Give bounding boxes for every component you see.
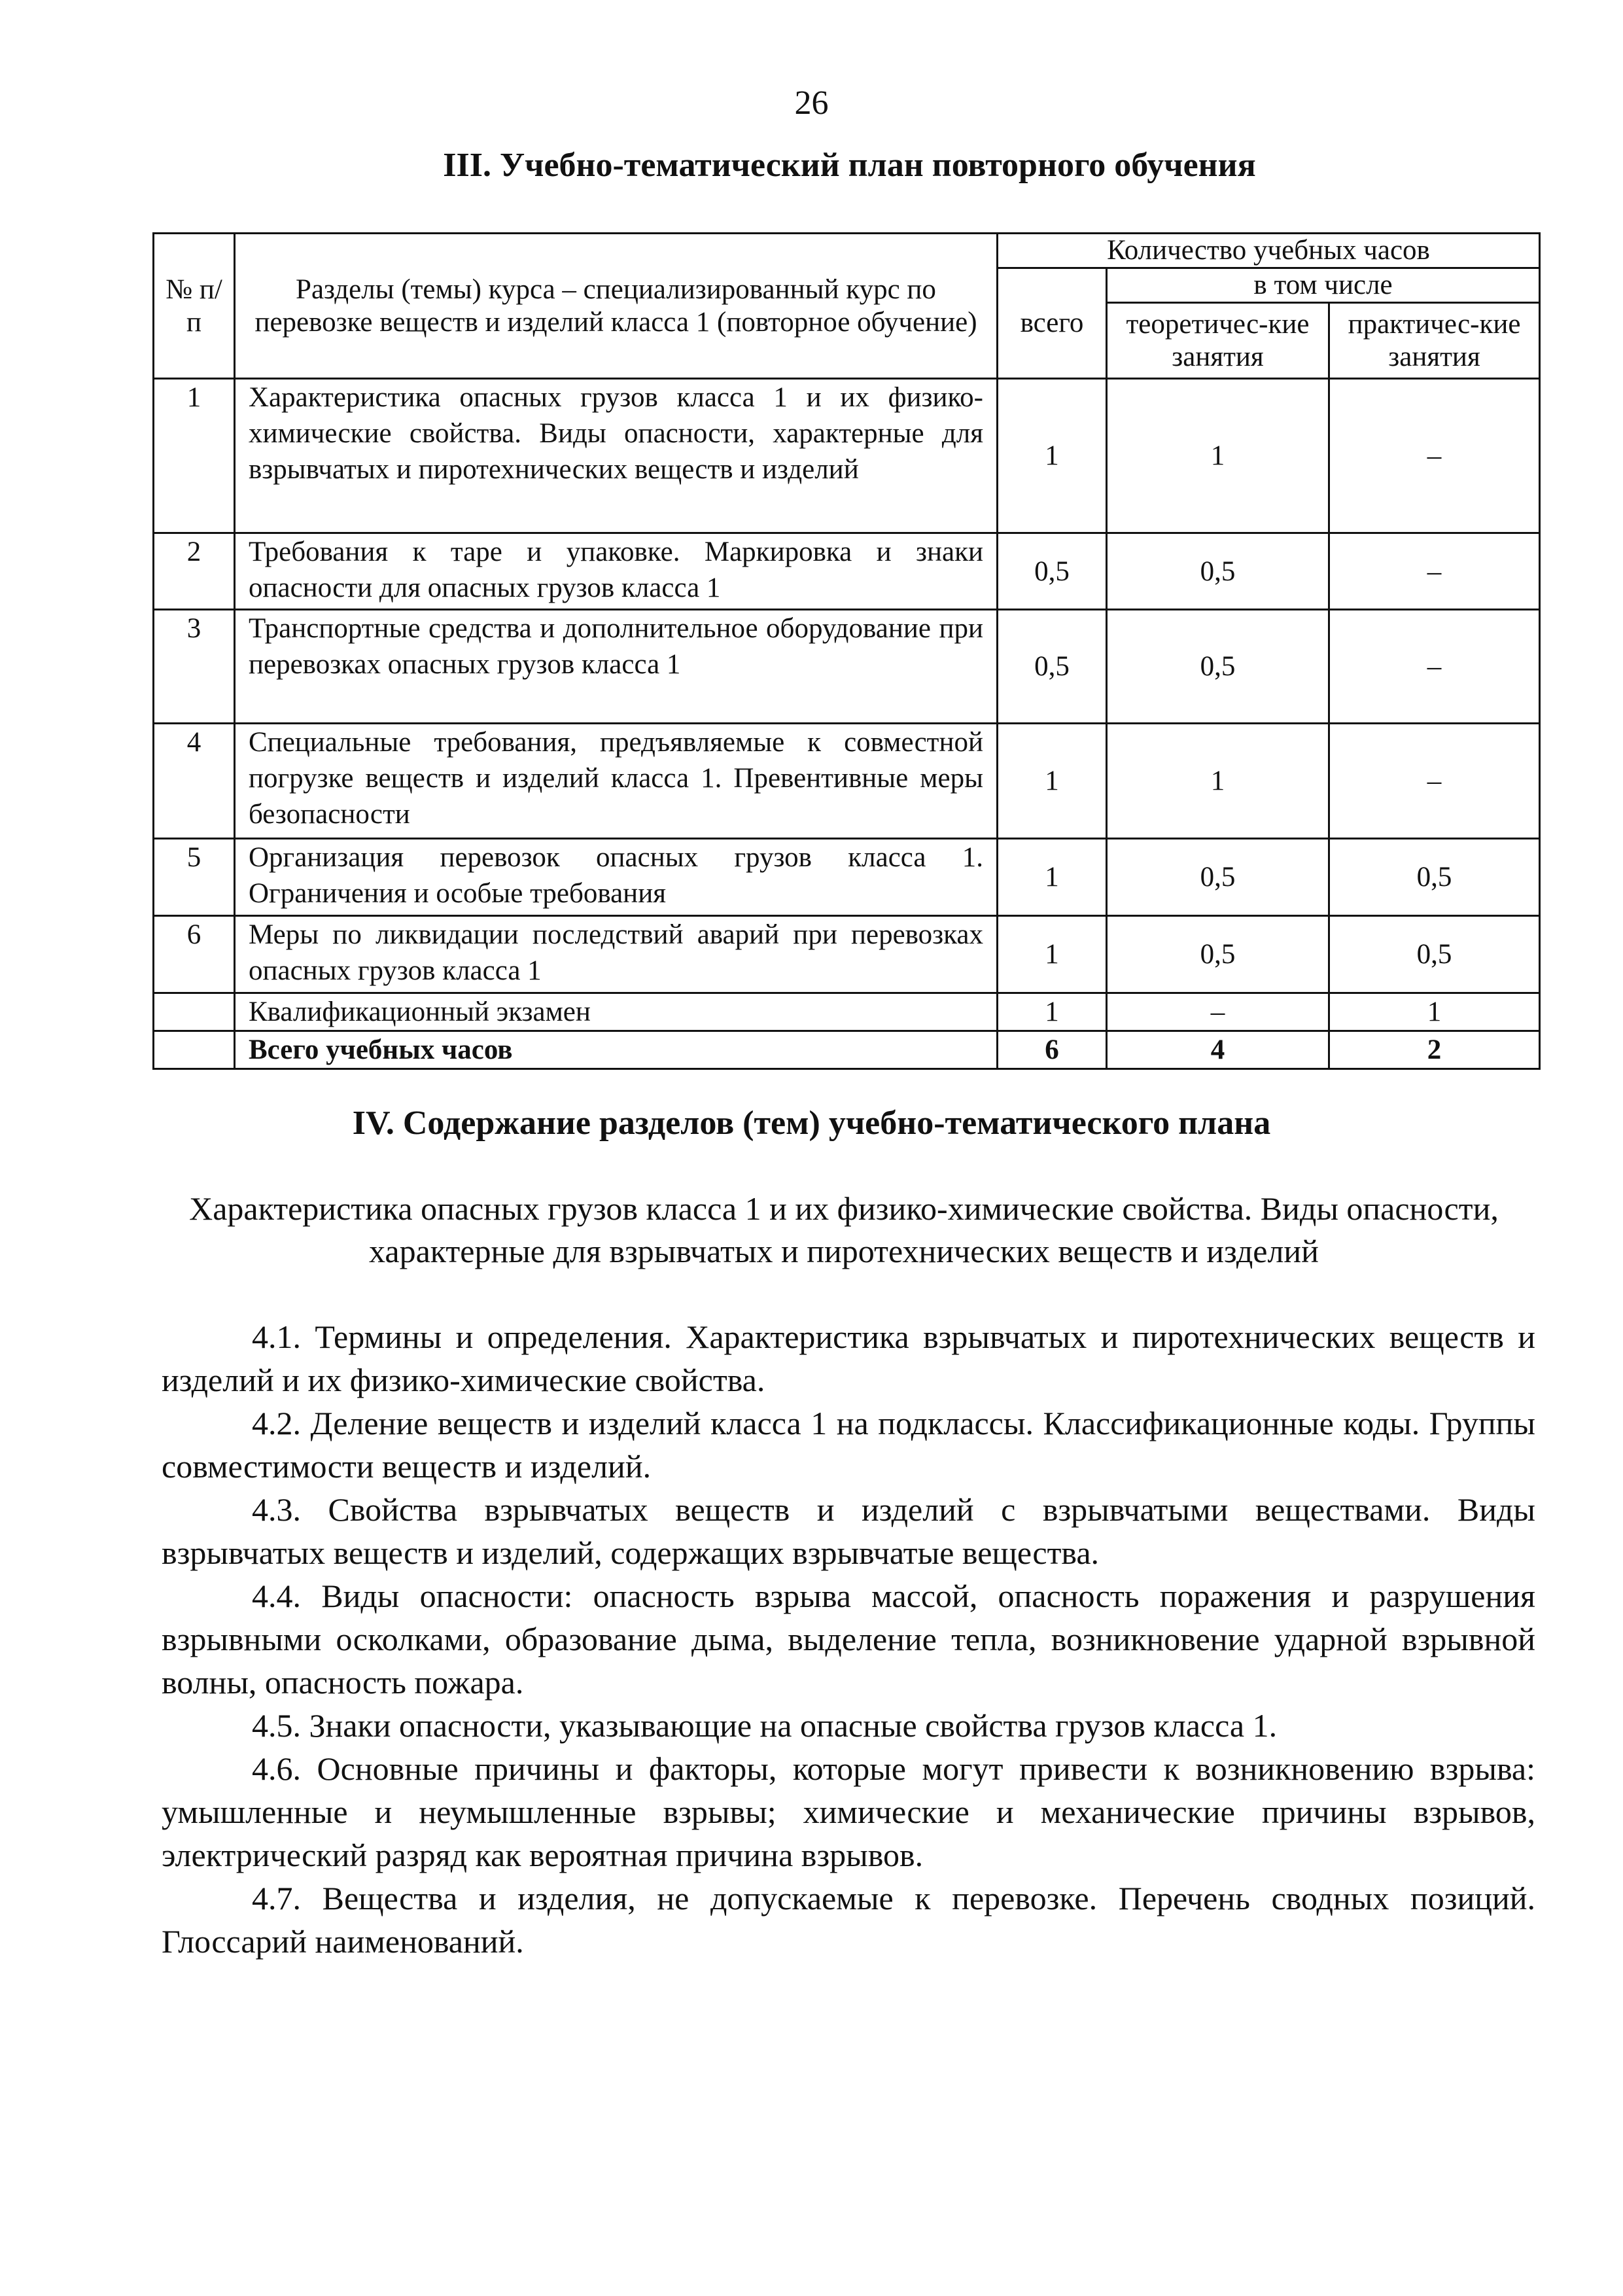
row-total: 1 bbox=[998, 379, 1107, 533]
row-theory: 0,5 bbox=[1107, 533, 1329, 610]
row-total: 1 bbox=[998, 993, 1107, 1031]
row-theory: 0,5 bbox=[1107, 839, 1329, 916]
table-row bbox=[154, 839, 1540, 916]
row-num: 5 bbox=[154, 839, 235, 916]
section-3-title: III. Учебно-тематический план повторного обучения bbox=[443, 147, 1256, 184]
row-topic: Специальные требования, предъявляемые к совместной погрузке веществ и изделий класса 1. Превентивные меры безопасности bbox=[235, 724, 998, 839]
paragraph: 4.5. Знаки опасности, указывающие на опасные свойства грузов класса 1. bbox=[252, 1707, 1278, 1744]
row-practice: – bbox=[1329, 610, 1540, 724]
row-total: 0,5 bbox=[998, 533, 1107, 610]
paragraph: 4.3. Свойства взрывчатых веществ и изделий с взрывчатыми веществами. Виды взрывчатых веществ и изделий, содержащих взрывчатые вещества. bbox=[162, 1491, 1535, 1571]
header-theory: теоретичес-кие занятия bbox=[1107, 303, 1329, 379]
paragraph: 4.7. Вещества и изделия, не допускаемые к перевозке. Перечень сводных позиций. Глоссарий наименований. bbox=[162, 1880, 1535, 1960]
header-num: № п/п bbox=[154, 234, 235, 379]
header-hours: Количество учебных часов bbox=[998, 234, 1540, 268]
row-total: 1 bbox=[998, 916, 1107, 993]
row-topic: Организация перевозок опасных грузов класса 1. Ограничения и особые требования bbox=[235, 839, 998, 916]
header-total: всего bbox=[998, 268, 1107, 379]
row-topic: Квалификационный экзамен bbox=[235, 993, 998, 1031]
table-row-total bbox=[154, 1031, 1540, 1069]
row-practice: 0,5 bbox=[1329, 839, 1540, 916]
row-practice: 1 bbox=[1329, 993, 1540, 1031]
row-total: 1 bbox=[998, 839, 1107, 916]
row-topic: Транспортные средства и дополнительное оборудование при перевозках опасных грузов класса 1 bbox=[235, 610, 998, 724]
row-theory: 4 bbox=[1107, 1031, 1329, 1069]
page-number: 26 bbox=[794, 84, 829, 122]
section-4-subtitle: Характеристика опасных грузов класса 1 и их физико-химические свойства. Виды опасности, характерные для взрывчатых и пиротехнических веществ и изделий bbox=[189, 1190, 1499, 1269]
row-num bbox=[154, 993, 235, 1031]
table-row bbox=[154, 916, 1540, 993]
row-total: 1 bbox=[998, 724, 1107, 839]
row-practice: – bbox=[1329, 379, 1540, 533]
row-topic: Характеристика опасных грузов класса 1 и их физико-химические свойства. Виды опасности, характерные для взрывчатых и пиротехнических веществ и изделий bbox=[235, 379, 998, 533]
header-including: в том числе bbox=[1107, 268, 1540, 303]
row-theory: 1 bbox=[1107, 379, 1329, 533]
row-topic: Требования к таре и упаковке. Маркировка и знаки опасности для опасных грузов класса 1 bbox=[235, 533, 998, 610]
row-practice: – bbox=[1329, 724, 1540, 839]
section-4-content bbox=[162, 1315, 1535, 1963]
row-num: 6 bbox=[154, 916, 235, 993]
row-theory: 0,5 bbox=[1107, 610, 1329, 724]
curriculum-table bbox=[152, 232, 1541, 1070]
row-num bbox=[154, 1031, 235, 1069]
row-num: 1 bbox=[154, 379, 235, 533]
table-row bbox=[154, 610, 1540, 724]
header-practice: практичес-кие занятия bbox=[1329, 303, 1540, 379]
row-num: 2 bbox=[154, 533, 235, 610]
row-num: 3 bbox=[154, 610, 235, 724]
paragraph: 4.6. Основные причины и факторы, которые могут привести к возникновению взрыва: умышленные и неумышленные взрывы; химические и механические причины взрывов, электрический разряд как вероятная причина взрывов. bbox=[162, 1750, 1535, 1873]
row-theory: 0,5 bbox=[1107, 916, 1329, 993]
row-theory: 1 bbox=[1107, 724, 1329, 839]
table-row bbox=[154, 724, 1540, 839]
row-practice: 0,5 bbox=[1329, 916, 1540, 993]
table-row bbox=[154, 379, 1540, 533]
header-sections: Разделы (темы) курса – специализированный курс по перевозке веществ и изделий класса 1 (повторное обучение) bbox=[235, 234, 998, 379]
row-total: 0,5 bbox=[998, 610, 1107, 724]
section-4-title: IV. Содержание разделов (тем) учебно-тематического плана bbox=[352, 1104, 1271, 1142]
row-topic: Меры по ликвидации последствий аварий при перевозках опасных грузов класса 1 bbox=[235, 916, 998, 993]
table-row bbox=[154, 533, 1540, 610]
row-theory: – bbox=[1107, 993, 1329, 1031]
row-total: 6 bbox=[998, 1031, 1107, 1069]
table-row bbox=[154, 993, 1540, 1031]
row-num: 4 bbox=[154, 724, 235, 839]
paragraph: 4.1. Термины и определения. Характеристика взрывчатых и пиротехнических веществ и изделий и их физико-химические свойства. bbox=[162, 1318, 1535, 1398]
row-practice: – bbox=[1329, 533, 1540, 610]
paragraph: 4.4. Виды опасности: опасность взрыва массой, опасность поражения и разрушения взрывными осколками, образование дыма, выделение тепла, возникновение ударной взрывной волны, опасность пожара. bbox=[162, 1578, 1535, 1701]
paragraph: 4.2. Деление веществ и изделий класса 1 на подклассы. Классификационные коды. Группы совместимости веществ и изделий. bbox=[162, 1405, 1535, 1485]
row-practice: 2 bbox=[1329, 1031, 1540, 1069]
row-topic: Всего учебных часов bbox=[235, 1031, 998, 1069]
